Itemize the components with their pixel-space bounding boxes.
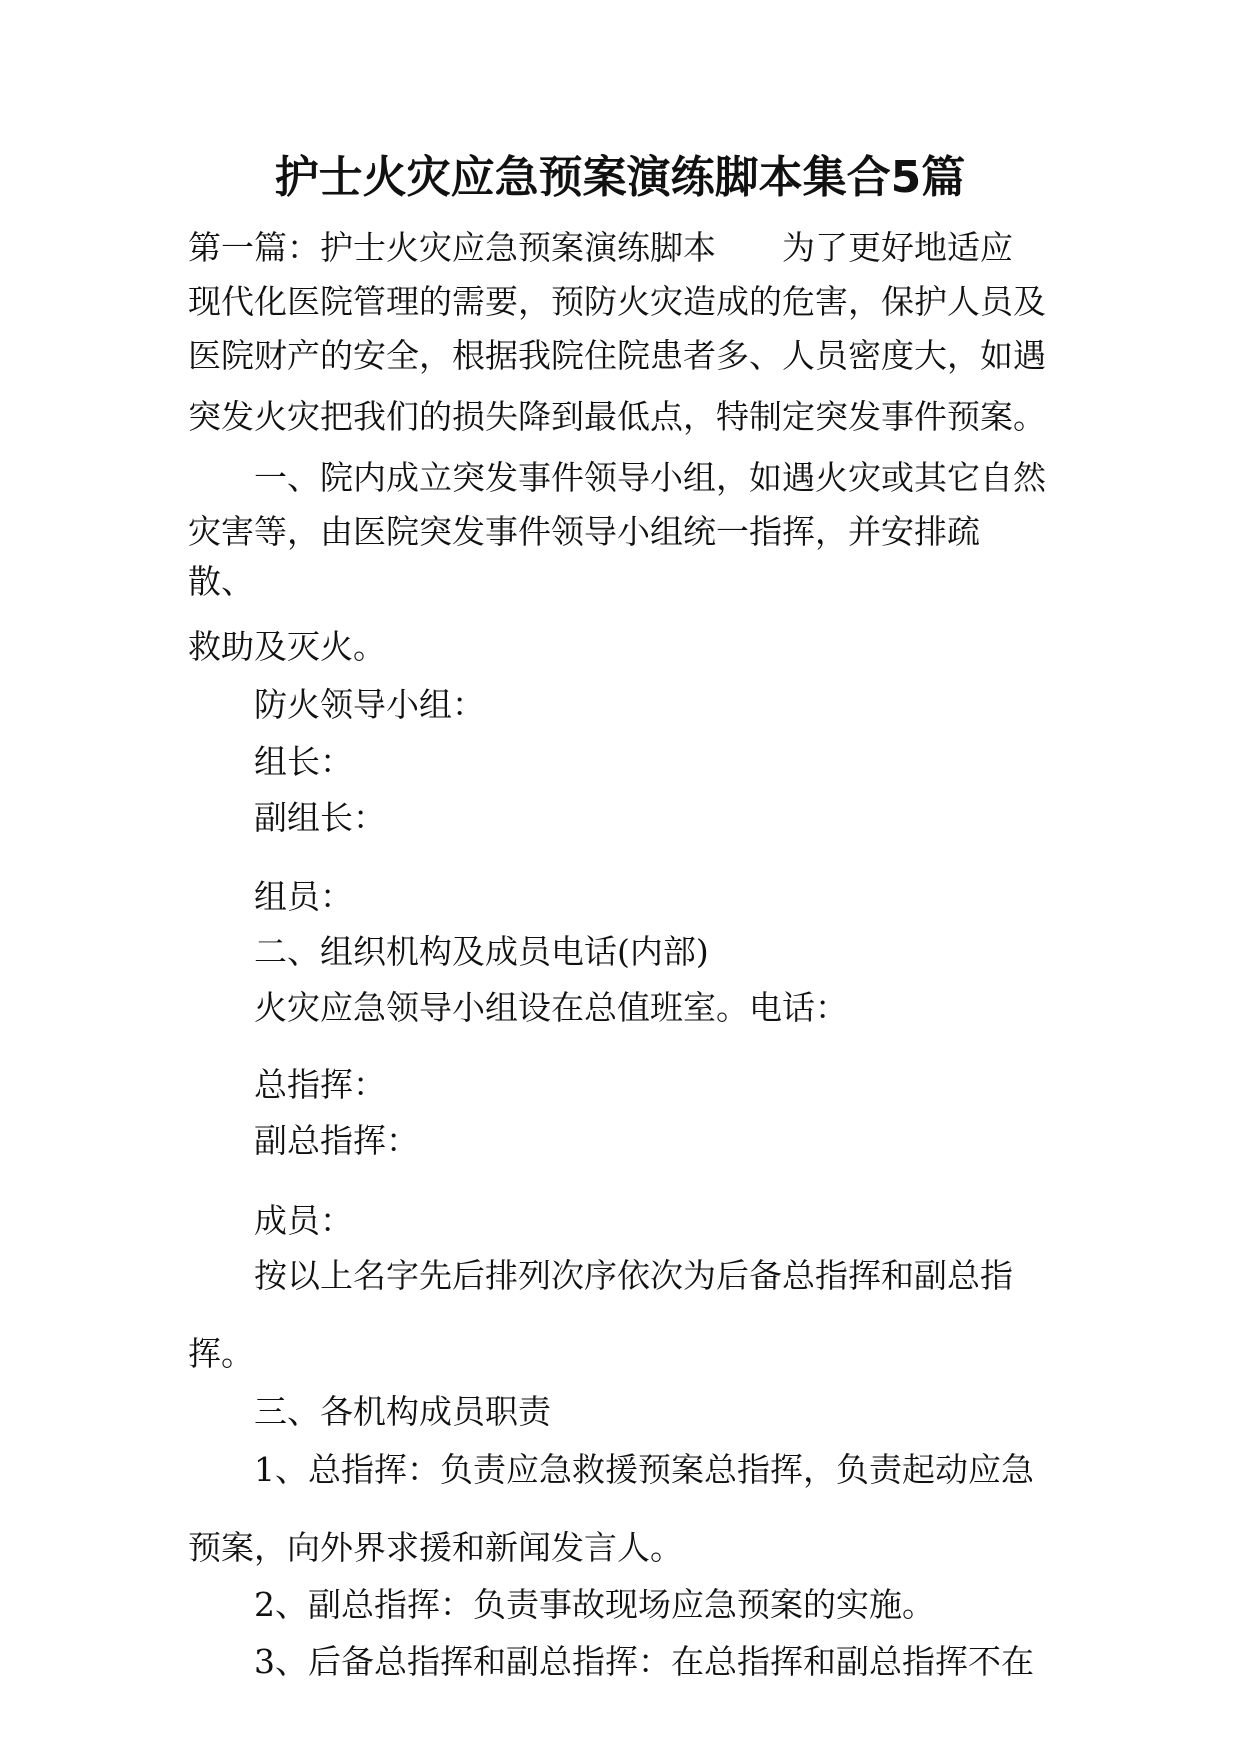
paragraph-line: 一、院内成立突发事件领导小组，如遇火灾或其它自然 [254,458,1046,497]
paragraph-line: 3、后备总指挥和副总指挥：在总指挥和副总指挥不在 [254,1642,1034,1681]
paragraph-line: 第一篇：护士火灾应急预案演练脚本 为了更好地适应 [188,228,1013,267]
paragraph-line: 预案，向外界求援和新闻发言人。 [188,1528,683,1567]
paragraph-line: 防火领导小组： [254,685,485,724]
paragraph-line: 组员： [254,877,353,916]
paragraph-line: 散、 [188,562,254,601]
paragraph-line: 2、副总指挥：负责事故现场应急预案的实施。 [254,1585,935,1624]
paragraph-line: 按以上名字先后排列次序依次为后备总指挥和副总指 [254,1256,1013,1295]
paragraph-line: 突发火灾把我们的损失降到最低点，特制定突发事件预案。 [188,397,1046,436]
paragraph-line: 1、总指挥：负责应急救援预案总指挥，负责起动应急 [254,1450,1034,1489]
paragraph-line: 副组长： [254,798,386,837]
paragraph-line: 灾害等，由医院突发事件领导小组统一指挥，并安排疏 [188,512,980,551]
paragraph-line: 组长： [254,742,353,781]
paragraph-line: 总指挥： [254,1065,386,1104]
paragraph-line: 现代化医院管理的需要，预防火灾造成的危害，保护人员及 [188,282,1046,321]
paragraph-line: 火灾应急领导小组设在总值班室。电话： [254,988,848,1027]
paragraph-line: 医院财产的安全，根据我院住院患者多、人员密度大，如遇 [188,336,1046,375]
paragraph-line: 挥。 [188,1334,254,1373]
paragraph-line: 副总指挥： [254,1121,419,1160]
paragraph-line: 救助及灭火。 [188,627,386,666]
paragraph-line: 成员： [254,1201,353,1240]
paragraph-line: 三、各机构成员职责 [254,1392,551,1431]
document-title: 护士火灾应急预案演练脚本集合5篇 [274,152,966,203]
paragraph-line: 二、组织机构及成员电话(内部) [254,932,709,971]
